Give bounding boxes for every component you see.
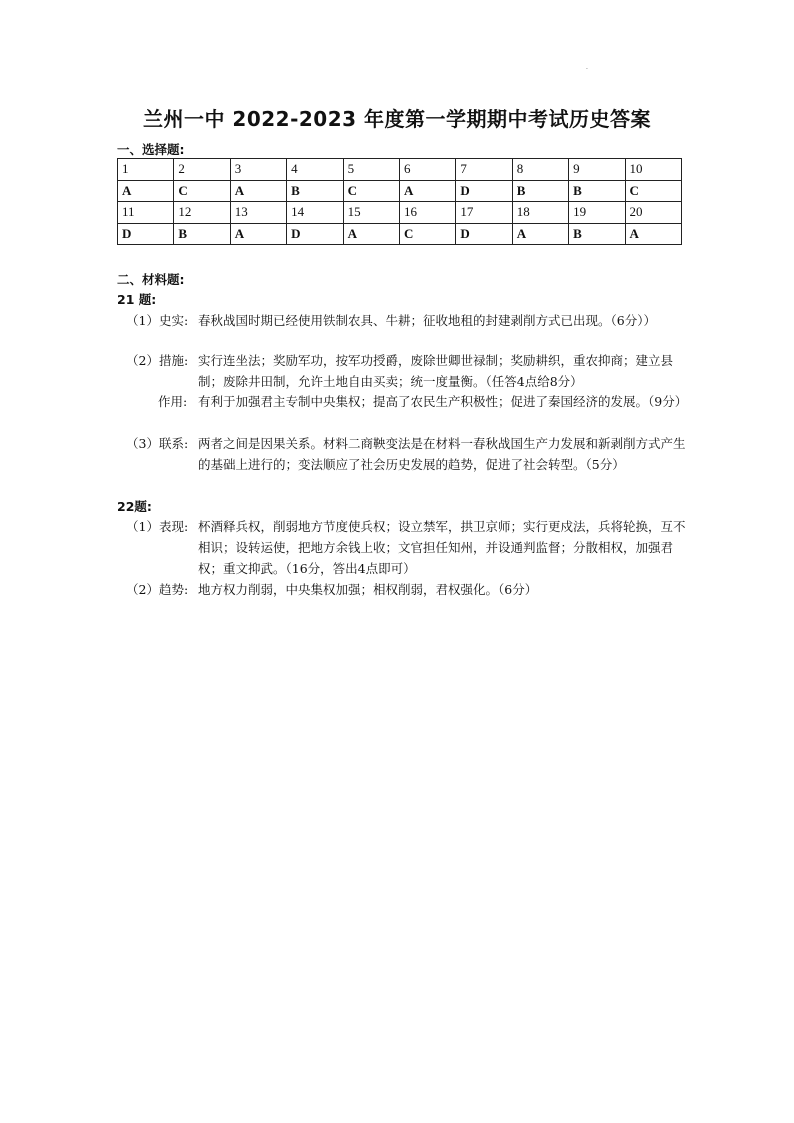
answer-cell: B bbox=[512, 180, 568, 202]
answer-cell: C bbox=[625, 180, 681, 202]
q22-item-2-label: （2）趋势: bbox=[126, 582, 189, 597]
answer-cell: 4 bbox=[287, 159, 343, 181]
answer-cell: 8 bbox=[512, 159, 568, 181]
answer-cell: A bbox=[399, 180, 455, 202]
q21-item-2-text: 实行连坐法；奖励军功，按军功授爵，废除世卿世禄制；奖励耕织，重农抑商；建立县制；废除井田制，允许土地自由买卖；统一度量衡。（任答4点给8分） bbox=[198, 353, 674, 389]
answer-cell: D bbox=[118, 223, 174, 245]
q21-item-1 bbox=[126, 310, 686, 331]
answer-cell: 17 bbox=[456, 202, 512, 224]
answer-cell: 7 bbox=[456, 159, 512, 181]
answer-cell: 2 bbox=[174, 159, 230, 181]
q22-item-2 bbox=[126, 579, 686, 600]
answer-row-numbers bbox=[118, 159, 682, 181]
answer-row-letters bbox=[118, 180, 682, 202]
answer-cell: 12 bbox=[174, 202, 230, 224]
answer-cell: C bbox=[174, 180, 230, 202]
answer-cell: A bbox=[230, 223, 286, 245]
answer-cell: 6 bbox=[399, 159, 455, 181]
answer-cell: D bbox=[456, 180, 512, 202]
answer-cell: 1 bbox=[118, 159, 174, 181]
answer-cell: 16 bbox=[399, 202, 455, 224]
answer-cell: A bbox=[118, 180, 174, 202]
answer-cell: 18 bbox=[512, 202, 568, 224]
answer-cell: 5 bbox=[343, 159, 399, 181]
q22-item-1-label: （1）表现: bbox=[126, 519, 189, 534]
answer-cell: B bbox=[569, 180, 625, 202]
q21-item-1-text: 春秋战国时期已经使用铁制农具、牛耕；征收地租的封建剥削方式已出现。（6分）） bbox=[198, 313, 656, 328]
answer-row-numbers bbox=[118, 202, 682, 224]
answer-cell: A bbox=[512, 223, 568, 245]
q22-item-2-text: 地方权力削弱，中央集权加强；相权削弱，君权强化。（6分） bbox=[198, 582, 538, 597]
q21-item-2-effect-label: 作用: bbox=[158, 394, 188, 409]
answer-cell: B bbox=[569, 223, 625, 245]
answer-cell: 19 bbox=[569, 202, 625, 224]
answer-cell: 14 bbox=[287, 202, 343, 224]
q21-item-3 bbox=[126, 433, 686, 475]
answer-cell: 10 bbox=[625, 159, 681, 181]
question-21-title: 21 题: bbox=[117, 292, 157, 307]
answer-cell: B bbox=[287, 180, 343, 202]
page-title: 兰州一中 2022-2023 年度第一学期期中考试历史答案 bbox=[142, 107, 652, 131]
q21-item-2 bbox=[126, 350, 686, 392]
q22-item-1-text: 杯酒释兵权，削弱地方节度使兵权；设立禁军，拱卫京师；实行更戍法，兵将轮换，互不相识；设转运使，把地方余钱上收；文官担任知州，并设通判监督；分散相权，加强君权；重文抑武。（16分，答出4点即可） bbox=[198, 519, 686, 576]
q21-item-2-label: （2）措施: bbox=[126, 353, 189, 368]
answer-cell: A bbox=[625, 223, 681, 245]
answer-cell: D bbox=[456, 223, 512, 245]
answer-cell: 3 bbox=[230, 159, 286, 181]
answer-row-letters bbox=[118, 223, 682, 245]
answer-cell: 15 bbox=[343, 202, 399, 224]
answer-cell: C bbox=[399, 223, 455, 245]
q21-item-1-label: （1）史实: bbox=[126, 313, 189, 328]
q22-item-1 bbox=[126, 516, 686, 579]
q21-item-2-effect bbox=[126, 391, 686, 412]
answer-cell: 20 bbox=[625, 202, 681, 224]
answer-cell: B bbox=[174, 223, 230, 245]
corner-dot: . bbox=[586, 64, 588, 71]
answer-cell: D bbox=[287, 223, 343, 245]
answer-cell: 13 bbox=[230, 202, 286, 224]
answer-table bbox=[117, 158, 682, 245]
section-heading-material: 二、材料题: bbox=[117, 272, 185, 287]
answer-cell: A bbox=[343, 223, 399, 245]
question-22-title: 22题: bbox=[117, 499, 152, 514]
q21-item-3-text: 两者之间是因果关系。材料二商鞅变法是在材料一春秋战国生产力发展和新剥削方式产生的基础上进行的；变法顺应了社会历史发展的趋势，促进了社会转型。（5分） bbox=[198, 436, 686, 472]
answer-cell: 11 bbox=[118, 202, 174, 224]
answer-cell: C bbox=[343, 180, 399, 202]
answer-cell: A bbox=[230, 180, 286, 202]
q21-item-3-label: （3）联系: bbox=[126, 436, 189, 451]
answer-cell: 9 bbox=[569, 159, 625, 181]
section-heading-choice: 一、选择题: bbox=[117, 142, 185, 157]
q21-item-2-effect-text: 有利于加强君主专制中央集权；提高了农民生产积极性；促进了秦国经济的发展。（9分） bbox=[198, 394, 688, 409]
